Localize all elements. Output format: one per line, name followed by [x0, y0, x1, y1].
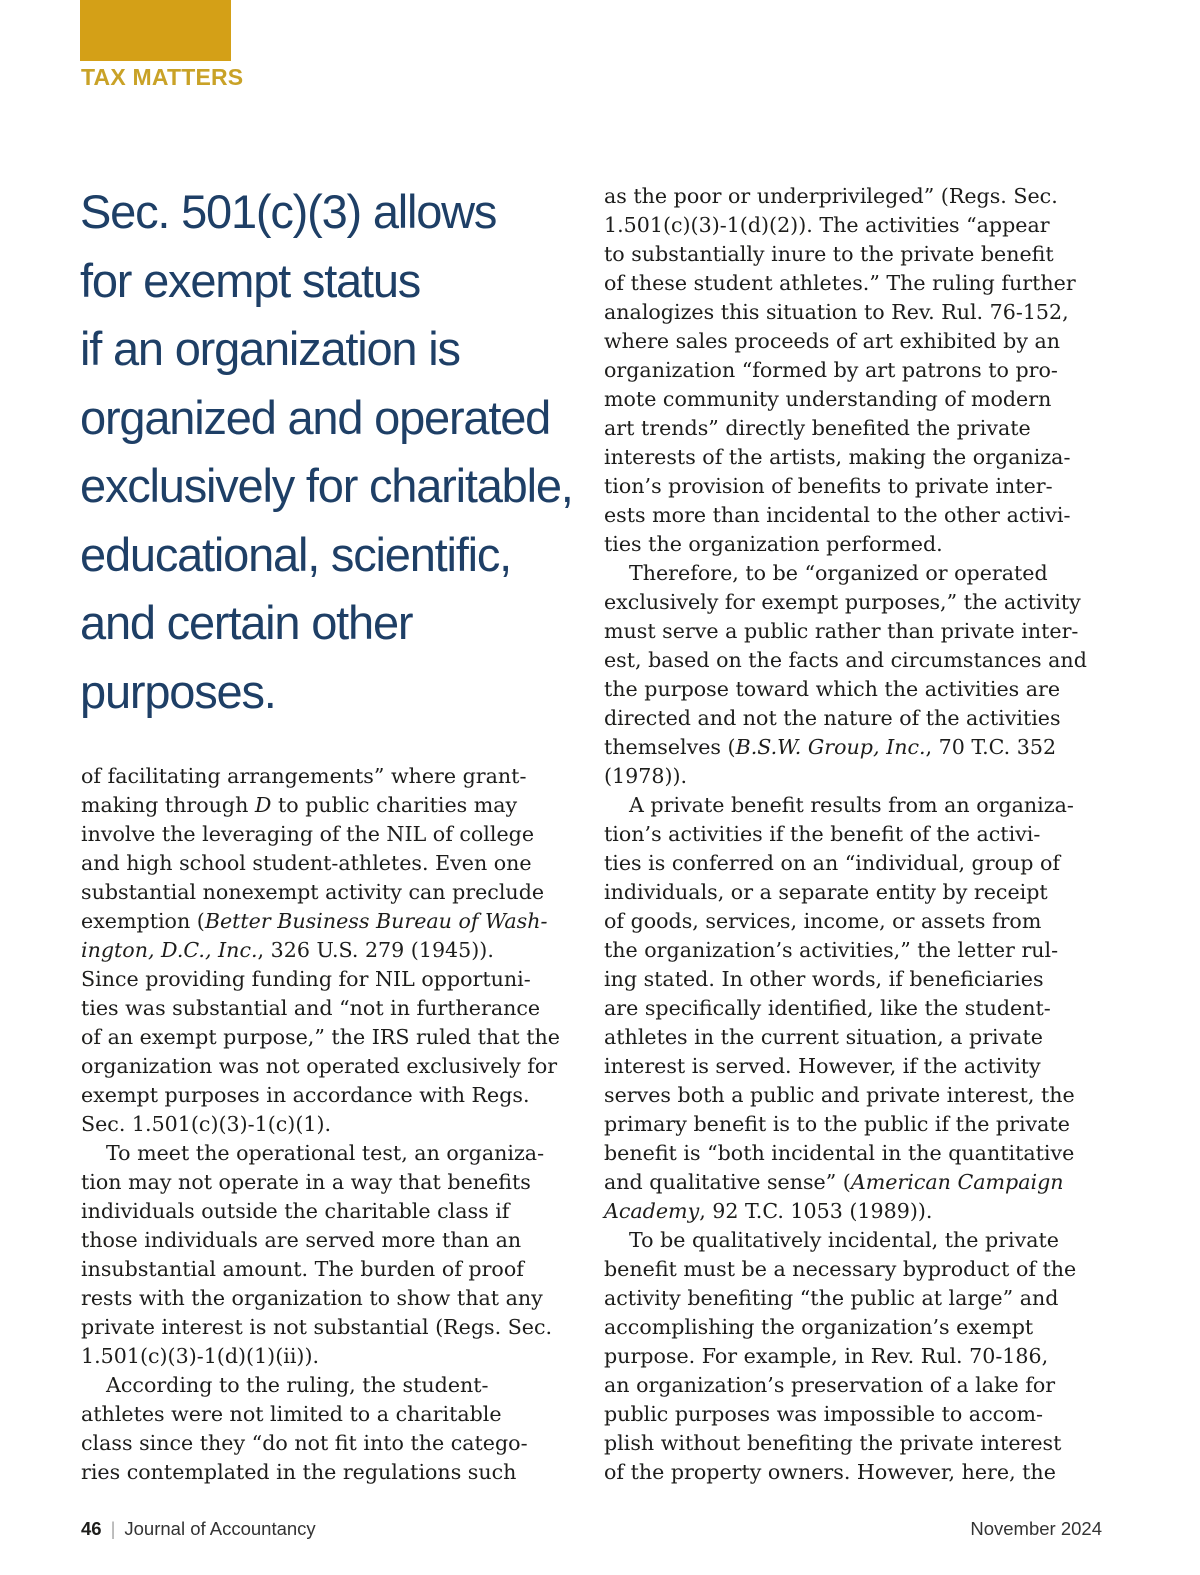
pull-quote: [80, 178, 590, 726]
body-line: ties the organization performed.: [604, 532, 943, 556]
footer-separator: |: [110, 1518, 116, 1539]
body-line: individuals outside the charitable class if: [81, 1199, 510, 1223]
body-line: of goods, services, income, or assets from: [604, 909, 1042, 933]
left-column: [81, 762, 581, 1487]
body-line: Sec. 1.501(c)(3)-1(c)(1).: [81, 1112, 332, 1136]
body-line: making through D to public charities may: [81, 793, 518, 817]
body-line: as the poor or underprivileged” (Regs. Sec.: [604, 184, 1058, 208]
body-line: primary benefit is to the public if the private: [604, 1112, 1070, 1136]
body-line: ties was substantial and “not in furtherance: [81, 996, 541, 1020]
body-line: involve the leveraging of the NIL of college: [81, 822, 535, 846]
body-line: ing stated. In other words, if beneficiaries: [604, 967, 1044, 991]
body-line: an organization’s preservation of a lake for: [604, 1373, 1056, 1397]
body-line: athletes were not limited to a charitable: [81, 1402, 502, 1426]
pull-quote-line: purposes.: [80, 664, 276, 718]
body-line: to substantially inure to the private benefit: [604, 242, 1054, 266]
body-line: exemption (Better Business Bureau of Wash-: [81, 909, 548, 933]
body-line: individuals, or a separate entity by receipt: [604, 880, 1048, 904]
pull-quote-line: Sec. 501(c)(3) allows: [80, 185, 497, 238]
body-line: and qualitative sense” (American Campaign: [604, 1170, 1064, 1194]
body-line: 1.501(c)(3)-1(d)(2)). The activities “appear: [604, 213, 1050, 237]
body-line: of facilitating arrangements” where grant-: [81, 764, 527, 788]
body-line: A private benefit results from an organiza-: [629, 793, 1074, 817]
section-label: TAX MATTERS: [81, 64, 244, 90]
body-line: private interest is not substantial (Regs. Sec.: [81, 1315, 553, 1339]
body-line: ington, D.C., Inc., 326 U.S. 279 (1945)).: [81, 938, 494, 962]
body-line: themselves (B.S.W. Group, Inc., 70 T.C. 352: [604, 735, 1057, 759]
pull-quote-line: for exempt status: [80, 253, 421, 307]
body-line: athletes in the current situation, a private: [604, 1025, 1043, 1049]
body-line: According to the ruling, the student-: [106, 1373, 489, 1397]
body-line: plish without benefiting the private interest: [604, 1431, 1062, 1455]
right-column: [604, 182, 1104, 1487]
body-line: those individuals are served more than an: [81, 1228, 522, 1252]
page-number: 46: [81, 1518, 102, 1539]
pull-quote-line: exclusively for charitable,: [80, 459, 573, 512]
body-line: To be qualitatively incidental, the private: [629, 1228, 1059, 1252]
body-line: (1978)).: [604, 764, 688, 788]
body-line: accomplishing the organization’s exempt: [604, 1315, 1034, 1339]
body-line: interest is served. However, if the activity: [604, 1054, 1041, 1078]
body-line: analogizes this situation to Rev. Rul. 76-152,: [604, 300, 1069, 324]
pull-quote-line: educational, scientific,: [80, 527, 512, 581]
body-line: tion may not operate in a way that benefits: [81, 1170, 531, 1194]
body-line: and high school student-athletes. Even one: [81, 851, 532, 875]
publication-name: Journal of Accountancy: [124, 1518, 316, 1539]
pull-quote-line: if an organization is: [80, 322, 460, 375]
body-line: of these student athletes.” The ruling further: [604, 271, 1076, 295]
body-line: tion’s activities if the benefit of the activi-: [604, 822, 1041, 846]
pull-quote-line: organized and operated: [80, 390, 551, 444]
body-line: the organization’s activities,” the letter rul-: [604, 938, 1059, 962]
body-line: 1.501(c)(3)-1(d)(1)(ii)).: [81, 1344, 320, 1368]
body-line: insubstantial amount. The burden of proof: [81, 1257, 524, 1281]
body-line: est, based on the facts and circumstances and: [604, 648, 1087, 672]
body-line: are specifically identified, like the student-: [604, 996, 1051, 1020]
body-line: class since they “do not fit into the catego-: [81, 1431, 528, 1455]
body-line: organization was not operated exclusively for: [81, 1054, 558, 1078]
pull-quote-line: and certain other: [80, 596, 413, 649]
section-color-tab: [80, 0, 231, 61]
body-line: ries contemplated in the regulations such: [81, 1460, 517, 1484]
body-line: art trends” directly benefited the private: [604, 416, 1031, 440]
body-line: benefit is “both incidental in the quantitative: [604, 1141, 1075, 1165]
body-line: rests with the organization to show that any: [81, 1286, 543, 1310]
body-line: organization “formed by art patrons to pro-: [604, 358, 1058, 382]
body-line: must serve a public rather than private inter-: [604, 619, 1079, 643]
body-line: To meet the operational test, an organiza-: [106, 1141, 545, 1165]
body-line: ests more than incidental to the other activi-: [604, 503, 1071, 527]
body-line: interests of the artists, making the organiza-: [604, 445, 1071, 469]
body-line: directed and not the nature of the activities: [604, 706, 1061, 730]
body-line: of the property owners. However, here, the: [604, 1460, 1056, 1484]
body-line: activity benefiting “the public at large” and: [604, 1286, 1059, 1310]
page-footer: [81, 1518, 1102, 1540]
body-line: exempt purposes in accordance with Regs.: [81, 1083, 530, 1107]
body-line: the purpose toward which the activities are: [604, 677, 1061, 701]
body-line: where sales proceeds of art exhibited by an: [604, 329, 1061, 353]
body-line: mote community understanding of modern: [604, 387, 1052, 411]
body-line: substantial nonexempt activity can preclude: [81, 880, 545, 904]
issue-date: November 2024: [970, 1518, 1102, 1539]
body-line: exclusively for exempt purposes,” the activity: [604, 590, 1081, 614]
body-line: of an exempt purpose,” the IRS ruled that the: [81, 1025, 560, 1049]
body-line: public purposes was impossible to accom-: [604, 1402, 1044, 1426]
body-line: ties is conferred on an “individual, group of: [604, 851, 1060, 875]
body-line: purpose. For example, in Rev. Rul. 70-186,: [604, 1344, 1049, 1368]
body-line: tion’s provision of benefits to private inter-: [604, 474, 1053, 498]
body-line: Therefore, to be “organized or operated: [629, 561, 1048, 585]
body-line: Since providing funding for NIL opportuni-: [81, 967, 531, 991]
body-line: benefit must be a necessary byproduct of the: [604, 1257, 1077, 1281]
body-line: serves both a public and private interest, the: [604, 1083, 1075, 1107]
body-line: Academy, 92 T.C. 1053 (1989)).: [604, 1199, 933, 1223]
